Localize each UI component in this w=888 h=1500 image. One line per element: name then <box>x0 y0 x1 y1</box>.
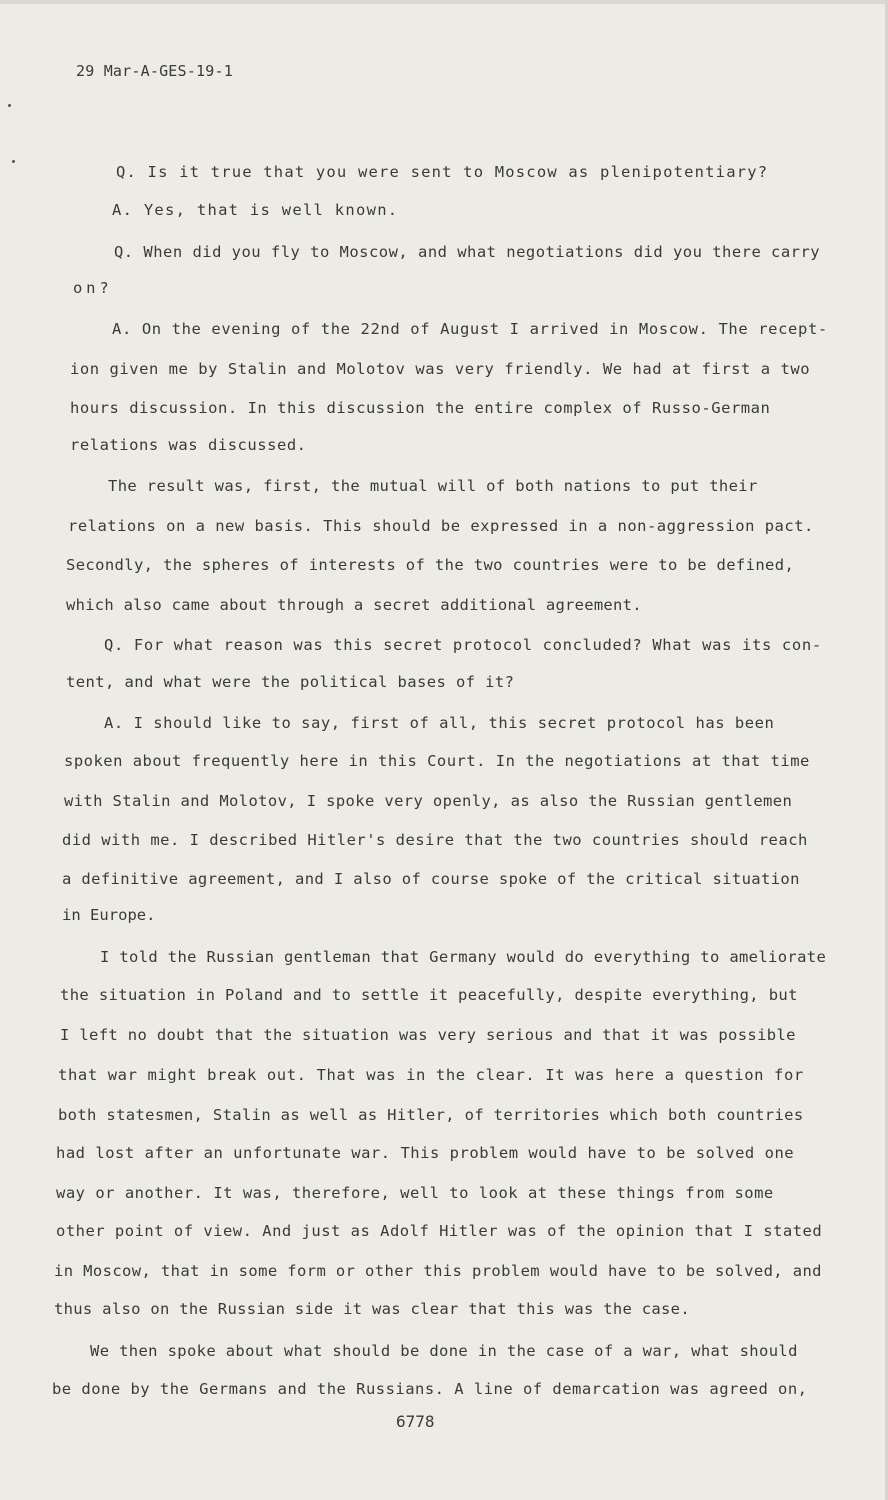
text-line: relations on a new basis. This should be expressed in a non-aggression pact. <box>68 517 814 535</box>
margin-mark <box>12 160 15 163</box>
page-number: 6778 <box>396 1412 435 1431</box>
text-line: other point of view. And just as Adolf Hitler was of the opinion that I stated <box>56 1222 823 1240</box>
text-line: I told the Russian gentleman that Germany would do everything to ameliorate <box>100 948 827 966</box>
text-line: the situation in Poland and to settle it peacefully, despite everything, but <box>60 986 798 1004</box>
text-line: thus also on the Russian side it was clear that this was the case. <box>54 1300 690 1318</box>
text-line: did with me. I described Hitler's desire that the two countries should reach <box>62 831 808 849</box>
text-line: which also came about through a secret additional agreement. <box>66 596 642 614</box>
text-line: in Moscow, that in some form or other this problem would have to be solved, and <box>54 1262 822 1280</box>
text-line: We then spoke about what should be done in the case of a war, what should <box>90 1342 798 1360</box>
margin-mark <box>8 104 11 107</box>
text-line: had lost after an unfortunate war. This problem would have to be solved one <box>56 1144 795 1162</box>
text-line: Q. Is it true that you were sent to Moscow as plenipotentiary? <box>116 163 769 181</box>
text-line: Q. For what reason was this secret protocol concluded? What was its con- <box>104 636 822 654</box>
text-line: with Stalin and Molotov, I spoke very openly, as also the Russian gentlemen <box>64 792 793 810</box>
text-line: hours discussion. In this discussion the entire complex of Russo-German <box>70 399 771 417</box>
text-line: on? <box>73 279 113 297</box>
text-line: both statesmen, Stalin as well as Hitler, of territories which both countries <box>58 1106 804 1124</box>
text-line: The result was, first, the mutual will of both nations to put their <box>108 477 758 495</box>
text-line: that war might break out. That was in the clear. It was here a question for <box>58 1066 804 1084</box>
text-line: A. On the evening of the 22nd of August I arrived in Moscow. The recept- <box>112 320 828 338</box>
text-line: relations was discussed. <box>70 436 307 454</box>
text-line: way or another. It was, therefore, well to look at these things from some <box>56 1184 774 1202</box>
text-line: A. Yes, that is well known. <box>112 201 399 219</box>
text-line: be done by the Germans and the Russians. A line of demarcation was agreed on, <box>52 1380 808 1398</box>
document-header: 29 Mar-A-GES-19-1 <box>76 62 233 80</box>
text-line: Q. When did you fly to Moscow, and what negotiations did you there carry <box>114 243 821 261</box>
text-line: ion given me by Stalin and Molotov was very friendly. We had at first a two <box>70 360 811 378</box>
text-line: Secondly, the spheres of interests of the two countries were to be defined, <box>66 556 795 574</box>
text-line: tent, and what were the political bases of it? <box>66 673 515 691</box>
text-line: in Europe. <box>62 906 156 924</box>
text-line: I left no doubt that the situation was very serious and that it was possible <box>60 1026 796 1044</box>
page-top-edge <box>0 0 888 4</box>
text-line: A. I should like to say, first of all, this secret protocol has been <box>104 714 775 732</box>
text-line: spoken about frequently here in this Court. In the negotiations at that time <box>64 752 810 770</box>
text-line: a definitive agreement, and I also of course spoke of the critical situation <box>62 870 800 888</box>
